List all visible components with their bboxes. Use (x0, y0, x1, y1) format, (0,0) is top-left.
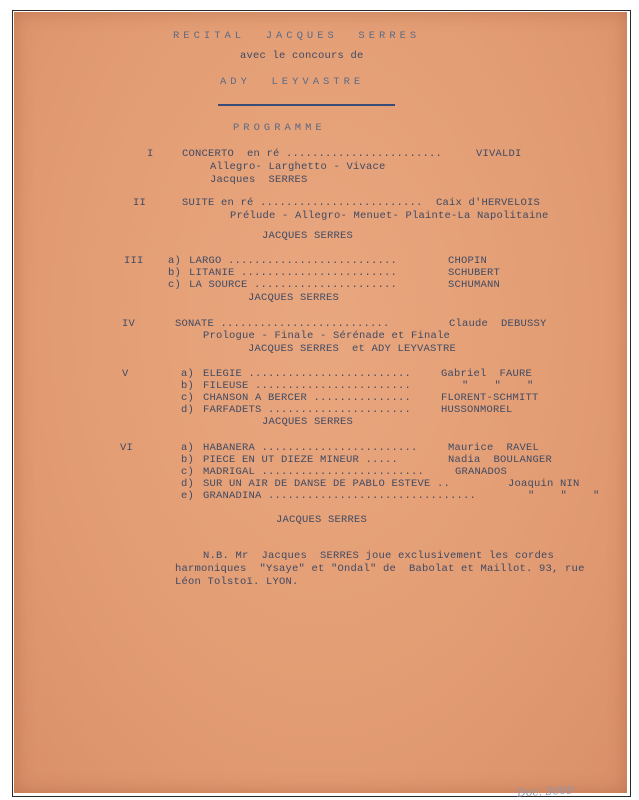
recital-subtitle: avec le concours de (240, 50, 364, 62)
note-line: Léon Tolstoï. LYON. (175, 576, 299, 588)
item-letter: c) (181, 466, 195, 478)
piece-title: PIECE EN UT DIEZE MINEUR ..... (203, 454, 399, 466)
piece-title: CONCERTO en ré ........................ (182, 148, 443, 160)
section-numeral: II (133, 197, 147, 209)
performer-line: JACQUES SERRES (262, 416, 354, 428)
performer-line: JACQUES SERRES (262, 230, 354, 242)
item-letter: d) (181, 404, 195, 416)
item-letter: a) (181, 368, 195, 380)
piece-title: SONATE .......................... (175, 318, 390, 330)
piece-composer: Claude DEBUSSY (449, 318, 547, 330)
section-numeral: IV (122, 318, 136, 330)
piece-title: FARFADETS ...................... (203, 404, 412, 416)
item-letter: e) (181, 490, 195, 502)
piece-title: MADRIGAL ......................... (203, 466, 425, 478)
item-letter: d) (181, 478, 195, 490)
piece-movements: Prologue - Finale - Sérénade et Finale (203, 330, 451, 342)
item-letter: a) (181, 442, 195, 454)
piece-title: LARGO .......................... (189, 255, 398, 267)
piece-composer: Joaquin NIN (508, 478, 580, 490)
piece-title: LA SOURCE ...................... (189, 279, 398, 291)
piece-composer: FLORENT-SCHMITT (441, 392, 539, 404)
performer-line: JACQUES SERRES (248, 292, 340, 304)
piece-title: CHANSON A BERCER ............... (203, 392, 412, 404)
item-letter: b) (181, 454, 195, 466)
performer-line: JACQUES SERRES (276, 514, 368, 526)
guest-name: ADY LEYVASTRE (220, 76, 365, 88)
piece-composer: Gabriel FAURE (441, 368, 533, 380)
note-line: harmoniques "Ysaye" et "Ondal" de Babolat et Maillot. 93, rue (175, 563, 585, 575)
section-numeral: V (122, 368, 129, 380)
recital-title: RECITAL JACQUES SERRES (173, 30, 421, 42)
item-letter: c) (168, 279, 182, 291)
piece-composer: HUSSONMOREL (441, 404, 513, 416)
piece-composer: SCHUMANN (448, 279, 501, 291)
piece-composer: GRANADOS (455, 466, 508, 478)
piece-composer: SCHUBERT (448, 267, 501, 279)
item-letter: b) (181, 380, 195, 392)
note-line: N.B. Mr Jacques SERRES joue exclusivement les cordes (203, 550, 555, 562)
piece-composer: CHOPIN (448, 255, 488, 267)
section-numeral: I (147, 148, 154, 160)
archive-stamp: Doc. 5009 (516, 783, 574, 800)
piece-movements: Prélude - Allegro- Menuet- Plainte-La Napolitaine (230, 210, 549, 222)
piece-movements: Allegro- Larghetto - Vivace (210, 161, 386, 173)
header-rule (218, 104, 395, 106)
piece-title: LITANIE ........................ (189, 267, 398, 279)
piece-title: FILEUSE ........................ (203, 380, 412, 392)
piece-title: SUITE en ré ......................... (182, 197, 423, 209)
section-numeral: VI (120, 442, 134, 454)
item-letter: c) (181, 392, 195, 404)
piece-composer: VIVALDI (476, 148, 522, 160)
piece-composer: Caix d'HERVELOIS (436, 197, 541, 209)
programme-heading: PROGRAMME (233, 122, 326, 134)
piece-composer: Nadia BOULANGER (448, 454, 553, 466)
piece-title: GRANADINA ................................ (203, 490, 477, 502)
piece-composer: " " " (462, 380, 534, 392)
item-letter: b) (168, 267, 182, 279)
performer-line: JACQUES SERRES et ADY LEYVASTRE (248, 343, 457, 355)
item-letter: a) (168, 255, 182, 267)
piece-composer: " " " (528, 490, 600, 502)
performer-line: Jacques SERRES (210, 174, 308, 186)
piece-composer: Maurice RAVEL (448, 442, 540, 454)
piece-title: ELEGIE ......................... (203, 368, 412, 380)
piece-title: SUR UN AIR DE DANSE DE PABLO ESTEVE .. (203, 478, 451, 490)
section-numeral: III (124, 255, 144, 267)
piece-title: HABANERA ........................ (203, 442, 418, 454)
